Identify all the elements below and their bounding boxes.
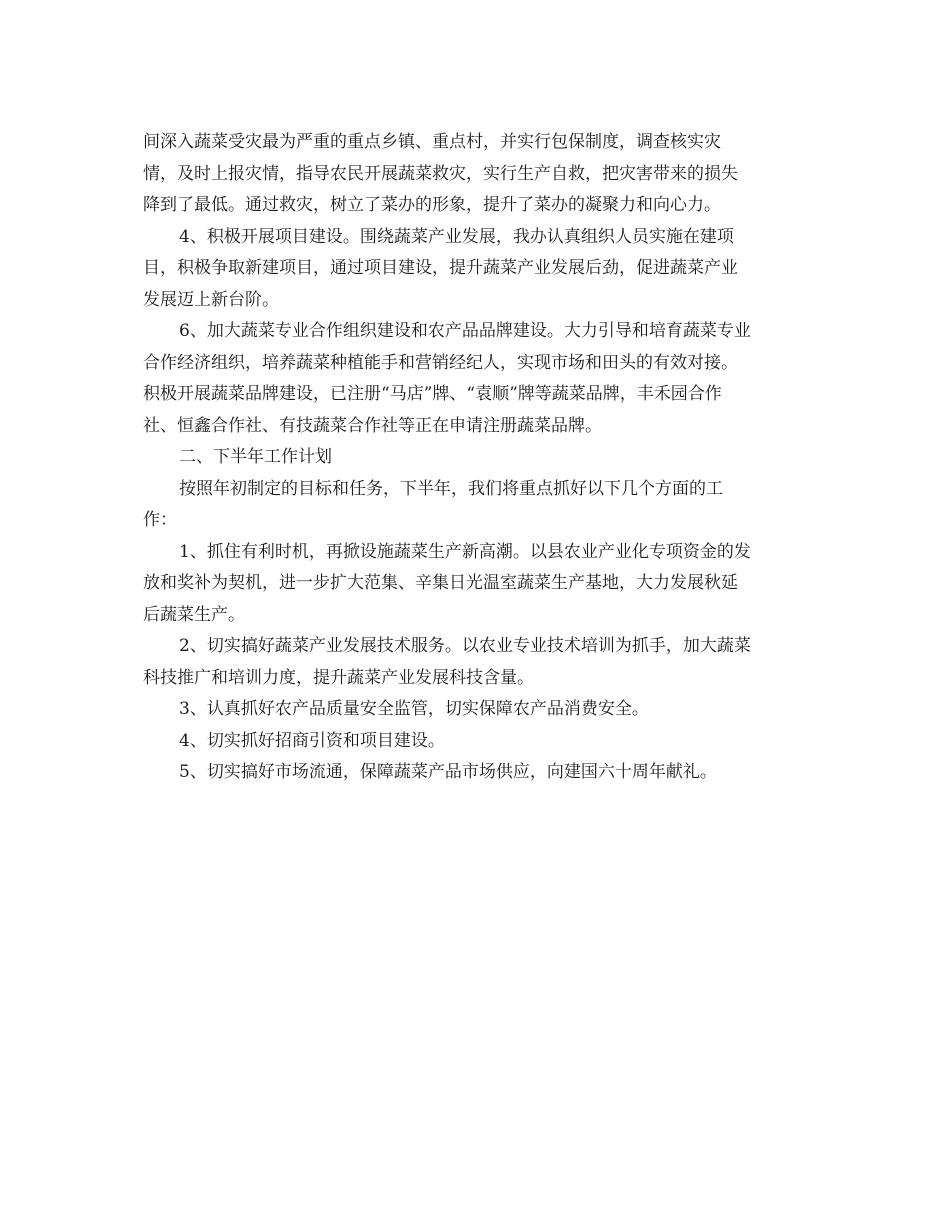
section-heading-second-half-plan <box>143 442 815 474</box>
text-line: 按照年初制定的目标和任务，下半年，我们将重点抓好以下几个方面的工 <box>179 478 723 499</box>
text-line: 作： <box>143 510 177 530</box>
text-line: 二、下半年工作计划 <box>179 447 332 467</box>
paragraph-disaster-relief <box>143 127 815 222</box>
text-line: 降到了最低。通过救灾，树立了菜办的形象，提升了菜办的凝聚力和向心力。 <box>143 195 721 215</box>
text-line: 积极开展蔬菜品牌建设，已注册“马店”牌、“袁顺”牌等蔬菜品牌，丰禾园合作 <box>143 384 722 404</box>
paragraph-plan-intro <box>143 474 815 537</box>
paragraph-plan-item-5 <box>143 757 815 789</box>
paragraph-cooperative-brand <box>143 316 815 442</box>
text-line: 后蔬菜生产。 <box>143 604 245 625</box>
paragraph-plan-item-2 <box>143 631 815 694</box>
paragraph-project-construction <box>143 222 815 317</box>
paragraph-plan-item-4 <box>143 726 815 758</box>
text-line: 1、抓住有利时机，再掀设施蔬菜生产新高潮。以县农业产业化专项资金的发 <box>179 541 751 562</box>
text-line: 合作经济组织，培养蔬菜种植能手和营销经纪人，实现市场和田头的有效对接。 <box>143 352 738 373</box>
text-line: 4、切实抓好招商引资和项目建设。 <box>179 730 445 751</box>
text-line: 发展迈上新台阶。 <box>143 289 279 310</box>
text-line: 6、加大蔬菜专业合作组织建设和农产品品牌建设。大力引导和培育蔬菜专业 <box>179 321 751 341</box>
paragraph-plan-item-3 <box>143 694 815 726</box>
text-line: 目，积极争取新建项目，通过项目建设，提升蔬菜产业发展后劲，促进蔬菜产业 <box>143 258 738 278</box>
document-body <box>143 127 815 789</box>
text-line: 放和奖补为契机，进一步扩大范集、辛集日光温室蔬菜生产基地，大力发展秋延 <box>143 573 738 593</box>
text-line: 2、切实搞好蔬菜产业发展技术服务。以农业专业技术培训为抓手，加大蔬菜 <box>179 636 751 656</box>
text-line: 社、恒鑫合作社、有技蔬菜合作社等正在申请注册蔬菜品牌。 <box>143 415 602 436</box>
paragraph-plan-item-1 <box>143 537 815 632</box>
text-line: 4、积极开展项目建设。围绕蔬菜产业发展，我办认真组织人员实施在建项 <box>179 226 734 247</box>
text-line: 间深入蔬菜受灾最为严重的重点乡镇、重点村，并实行包保制度，调查核实灾 <box>143 132 721 152</box>
text-line: 3、认真抓好农产品质量安全监管，切实保障农产品消费安全。 <box>179 699 649 719</box>
text-line: 科技推广和培训力度，提升蔬菜产业发展科技含量。 <box>143 667 534 688</box>
text-line: 5、切实搞好市场流通，保障蔬菜产品市场供应，向建国六十周年献礼。 <box>179 762 717 782</box>
text-line: 情，及时上报灾情，指导农民开展蔬菜救灾，实行生产自救，把灾害带来的损失 <box>143 163 738 184</box>
